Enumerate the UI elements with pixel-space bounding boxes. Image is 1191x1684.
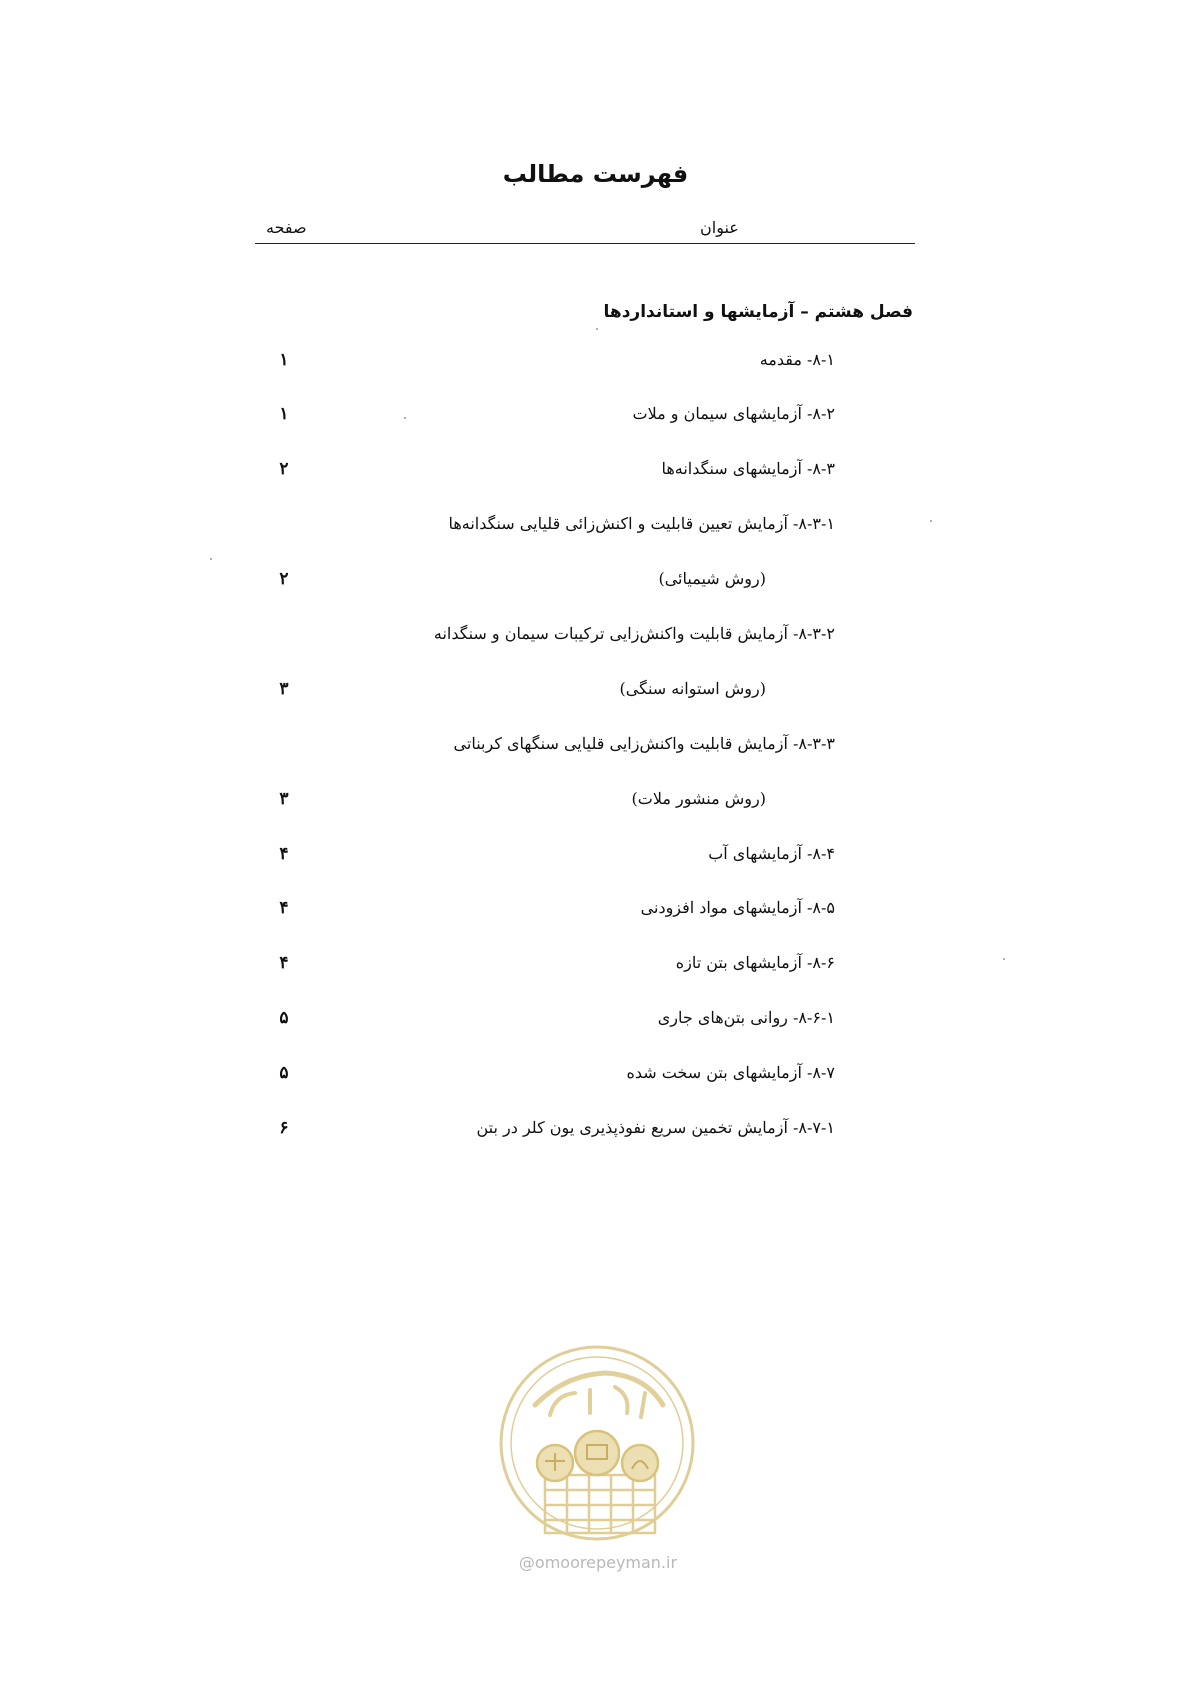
column-header-title: عنوان	[700, 218, 739, 237]
toc-entry-title: ۸-۷- آزمایشهای بتن سخت شده	[626, 1063, 835, 1082]
toc-entry-title: ۸-۵- آزمایشهای مواد افزودنی	[640, 898, 835, 917]
toc-entry-title: ۸-۳-۳- آزمایش قابلیت واکنش‌زایی قلیایی سنگهای کربناتی	[453, 734, 835, 753]
toc-row[interactable]	[0, 1008, 1191, 1038]
toc-row[interactable]	[0, 679, 1191, 709]
chapter-heading: فصل هشتم – آزمایشها و استانداردها	[603, 302, 913, 322]
toc-entry-title: ۸-۳-۲- آزمایش قابلیت واکنش‌زایی ترکیبات سیمان و سنگدانه	[433, 624, 835, 643]
toc-entry-title-continued: (روش استوانه سنگی)	[619, 679, 766, 698]
column-header-page: صفحه	[266, 218, 307, 237]
toc-entry-page: ۴	[279, 898, 289, 918]
toc-row[interactable]	[0, 844, 1191, 874]
toc-entry-title: ۸-۶-۱- روانی بتن‌های جاری	[657, 1008, 835, 1027]
watermark-seal-icon	[495, 1335, 700, 1560]
scan-speck	[404, 417, 406, 419]
toc-row[interactable]	[0, 569, 1191, 599]
toc-row[interactable]	[0, 404, 1191, 434]
toc-entry-page: ۳	[279, 679, 289, 699]
toc-entry-page: ۴	[279, 844, 289, 864]
toc-entry-page: ۵	[279, 1063, 289, 1083]
toc-entry-page: ۱	[279, 404, 289, 424]
toc-entry-title: ۸-۳- آزمایشهای سنگدانه‌ها	[661, 459, 835, 478]
toc-row[interactable]	[0, 1063, 1191, 1093]
scan-speck	[1003, 958, 1005, 960]
toc-entry-page: ۱	[279, 350, 289, 370]
toc-row[interactable]	[0, 953, 1191, 983]
toc-entry-title: ۸-۴- آزمایشهای آب	[708, 844, 835, 863]
scan-speck	[930, 520, 932, 522]
toc-entry-page: ۲	[279, 459, 289, 479]
watermark-logo	[495, 1335, 700, 1560]
toc-entry-page: ۶	[279, 1118, 289, 1138]
page-title: فهرست مطالب	[502, 160, 689, 188]
scan-speck	[210, 558, 212, 560]
toc-entry-page: ۴	[279, 953, 289, 973]
toc-row[interactable]	[0, 734, 1191, 764]
toc-row[interactable]	[0, 514, 1191, 544]
toc-entry-title-continued: (روش منشور ملات)	[631, 789, 766, 808]
toc-entry-title-continued: (روش شیمیائی)	[658, 569, 766, 588]
toc-entry-title: ۸-۷-۱- آزمایش تخمین سریع نفوذپذیری یون کلر در بتن	[476, 1118, 835, 1137]
toc-entry-title: ۸-۱- مقدمه	[759, 350, 835, 369]
toc-row[interactable]	[0, 350, 1191, 380]
toc-entry-page: ۲	[279, 569, 289, 589]
toc-entry-title: ۸-۶- آزمایشهای بتن تازه	[675, 953, 835, 972]
toc-entry-title: ۸-۲- آزمایشهای سیمان و ملات	[632, 404, 835, 423]
scan-speck	[596, 328, 598, 330]
watermark-url: @omoorepeyman.ir	[518, 1553, 678, 1572]
toc-entry-page: ۵	[279, 1008, 289, 1028]
toc-row[interactable]	[0, 624, 1191, 654]
toc-entry-title: ۸-۳-۱- آزمایش تعیین قابلیت و اکنش‌زائی قلیایی سنگدانه‌ها	[448, 514, 835, 533]
toc-row[interactable]	[0, 459, 1191, 489]
toc-row[interactable]	[0, 898, 1191, 928]
toc-entry-page: ۳	[279, 789, 289, 809]
toc-row[interactable]	[0, 1118, 1191, 1148]
toc-row[interactable]	[0, 789, 1191, 819]
